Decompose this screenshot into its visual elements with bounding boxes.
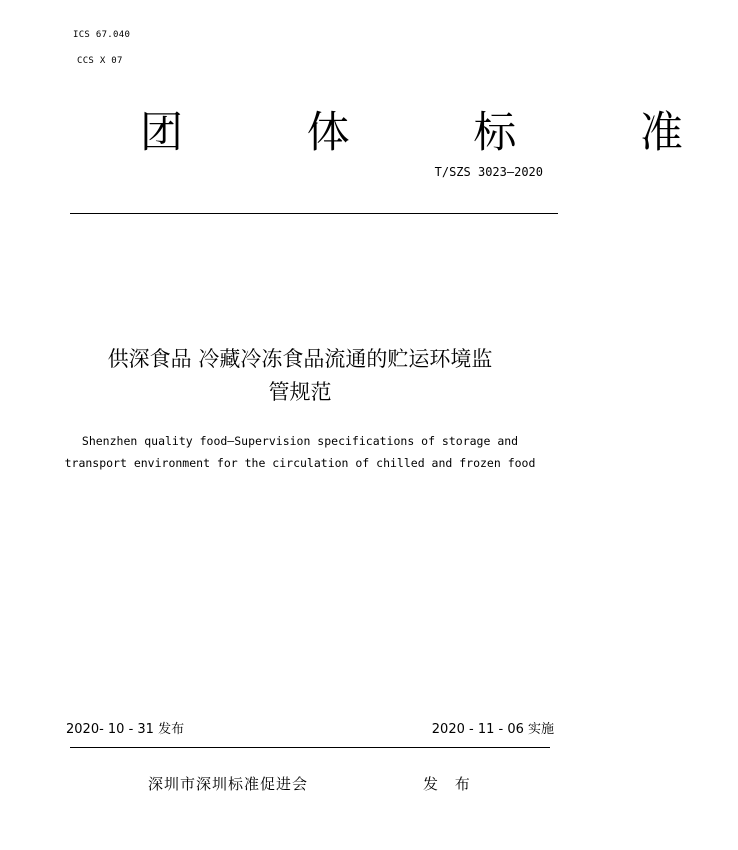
ccs-code: CCS X 07	[77, 56, 123, 66]
english-title-line-2: transport environment for the circulation of chilled and frozen food	[64, 456, 536, 470]
english-title	[50, 430, 550, 474]
standard-number: T/SZS 3023—2020	[434, 165, 543, 179]
publish-date: 2020- 10 - 31 发布	[66, 722, 185, 737]
chinese-title-line-1: 供深食品 冷藏冷冻食品流通的贮运环境监	[107, 347, 493, 371]
ics-code: ICS 67.040	[73, 30, 131, 40]
implementation-date: 2020 - 11 - 06 实施	[431, 722, 554, 737]
top-divider	[70, 213, 558, 214]
issue-label: 发 布	[423, 775, 476, 793]
bottom-divider	[70, 747, 550, 748]
chinese-title	[50, 343, 550, 409]
issuing-organization: 深圳市深圳标准促进会	[148, 775, 309, 793]
document-type-heading: 团 体 标 准	[140, 108, 738, 158]
english-title-line-1: Shenzhen quality food—Supervision specifications of storage and	[81, 434, 519, 448]
chinese-title-line-2: 管规范	[268, 380, 332, 404]
